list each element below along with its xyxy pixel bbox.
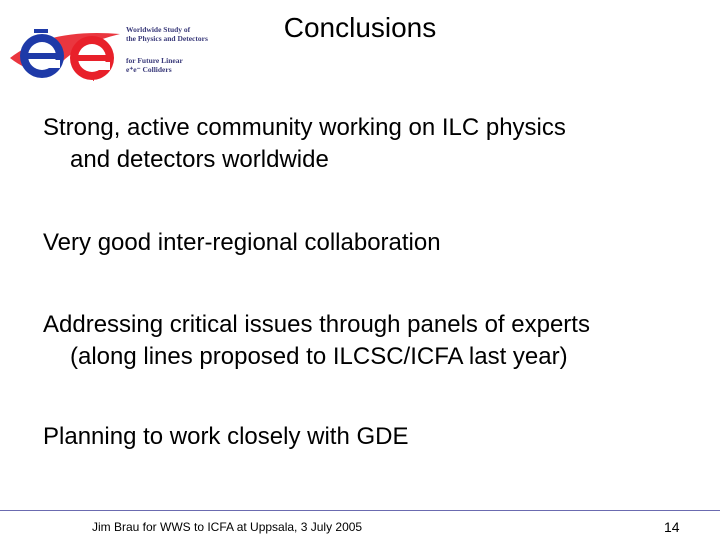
logo-line: the Physics and Detectors xyxy=(126,33,208,43)
ee-logo-icon xyxy=(8,20,126,86)
bullet-text: Addressing critical issues through panels of experts xyxy=(43,311,590,338)
footer-divider xyxy=(0,510,720,511)
bullet-text: and detectors worldwide xyxy=(70,146,329,173)
bullet-item xyxy=(43,112,566,176)
svg-text:+: + xyxy=(90,71,98,85)
footer-credit: Jim Brau for WWS to ICFA at Uppsala, 3 July 2005 xyxy=(92,520,363,534)
wws-logo xyxy=(8,20,213,86)
bullet-text: Strong, active community working on ILC physics xyxy=(43,114,566,141)
page-number: 14 xyxy=(664,519,680,535)
bullet-text: Very good inter-regional collaboration xyxy=(43,229,441,256)
bullet-item xyxy=(43,421,408,453)
slide-title: Conclusions xyxy=(283,12,437,43)
bullet-item xyxy=(43,227,441,259)
bullet-text: (along lines proposed to ILCSC/ICFA last year) xyxy=(70,343,568,370)
logo-line: Worldwide Study of xyxy=(126,25,191,34)
logo-line: e⁺e⁻ Colliders xyxy=(126,64,172,74)
bullet-item xyxy=(43,309,590,373)
bullet-text: Planning to work closely with GDE xyxy=(43,423,409,450)
logo-line: for Future Linear xyxy=(126,56,183,66)
logo-text xyxy=(126,26,221,74)
